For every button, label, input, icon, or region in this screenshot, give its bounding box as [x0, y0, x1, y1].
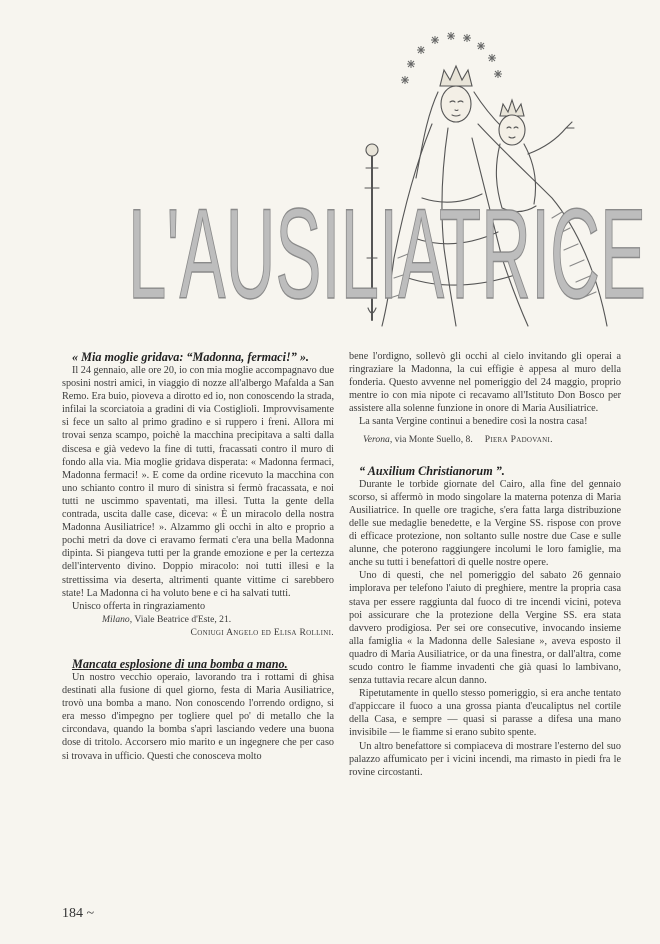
letter1-paragraph-1: Il 24 gennaio, alle ore 20, io con mia moglie accompagnavo due sposini nostri amici, in viaggio di nozze all'albergo Mafalda a San Remo. Era buio, pioveva a dirotto ed io, non conoscendo la strada, infilai la scorciatoia a gradini di via Costigliolì. Improvvisamente si fece un salto al primo gradino e si ruppero i freni. Allora mi trovai senza scampo, poichè la macchina precipitava a salti dalla discesa e già vedevo la fine di tutti, fracassati contro il muro di fondo alla via. Mia moglie gridava disperata: « Madonna fermaci, Madonna fermaci! ». E come da ordine ricevuto la macchina con uno schianto contro il muro di sinistra si fermò fracassata, e noi tutti ne uscimmo spaventati, ma illesi. Tutta la gente della contrada, uscita dalle case, diceva: « È un miracolo della nostra Madonna Ausiliatrice! ». Alzammo gli occhi in alto e proprio a pochi metri da dove ci eravamo fermati c'era una bella Madonna dipinta. Si piangeva tutti per la grande emozione e per la certezza dell'intervento divino. Doppio miracolo: noi tutti illesi e la strettissima via deserta, altrimenti quante vittime ci sarebbero state! La Madonna ci ha voluto bene e ci ha salvati tutti. [62, 365, 334, 599]
article-paragraph-2: Uno di questi, che nel pomeriggio del sabato 26 gennaio implorava per telefono l'aiuto di preghiere, mentre la propria casa stava per essere raggiunta dal fuoco di tre incendi vicini, poteva poi assicurare che la protezione della Vergine SS. era stata davvero prodigiosa. Per sei ore consecutive, invocando insieme alla famiglia « la Madonna delle Salesiane », aveva esposto il quadro di Maria Ausiliatrice, or da una finestra, or dall'altra, come scudo contro le fiamme invadenti che già quasi lo lambivano, senza tuttavia recare alcun danno. [349, 570, 621, 687]
letter2-place: Verona, [363, 433, 393, 445]
letter1-signers: Coniugi Angelo ed Elisa Rollini. [190, 626, 334, 638]
article-paragraph-4: Un altro benefattore si compiaceva di mostrare l'esterno del suo palazzo affumicato per i vicini incendi, ma rimasto in piedi fra le rovine circostanti. [349, 740, 621, 778]
letter2-address: via Monte Suello, 8. [394, 433, 473, 445]
article-paragraph-3: Ripetutamente in quello stesso pomeriggio, si era anche tentato d'appiccare il fuoco a una grossa pianta d'eucaliptus nel cortile della Casa, e sempre — quasi si parasse a difesa una mano invisibile — le fiamme si erano subito spente. [349, 688, 621, 739]
letter1-address: Viale Beatrice d'Este, 21. [134, 613, 232, 625]
letter2-heading-text: Mancata esplosione di una bomba a mano. [72, 656, 288, 671]
article-paragraph-1: Durante le torbide giornate del Cairo, alla fine del gennaio scorso, si affermò in modo singolare la materna potenza di Maria Ausiliatrice. In quelle ore tragiche, s'era fatta larga distribuzione delle sue medaglie benedette, e la Vergine SS. rispose con prove di efficace protezione, non soltanto sulle nostre due Case e sulle alunne, che poterono raggiungere incolumi le loro famiglie, ma anche su tutti i benefattori di quelle nostre opere. [349, 478, 621, 569]
letter1-place: Milano, [102, 613, 133, 625]
page-number: 184 ~ [62, 906, 95, 921]
page-title [128, 168, 648, 328]
letter1-paragraph-2: Unisco offerta in ringraziamento [72, 600, 206, 612]
right-column [349, 350, 621, 779]
letter2-paragraph-1: Un nostro vecchio operaio, lavorando tra i rottami di ghisa destinati alla fusione di quel giorno, festa di Maria Ausiliatrice, trovò una bomba a mano. Non conoscendo l'orrendo ordigno, si era messo d'impegno per togliere quel po' di metallo che la circondava, quando la bomba s'aprì lasciando vedere una buona dose di tritolo. Accorsero mio marito e un ingegnere che per caso si trovava in ufficio. Questi che conosceva molto [62, 671, 334, 762]
letter1-heading: « Mia moglie gridava: “Madonna, fermaci!” ». [72, 350, 309, 364]
letter2-continuation-2: La santa Vergine continui a benedire così la nostra casa! [359, 416, 588, 428]
letter2-signature-line [349, 433, 621, 446]
letter2-signer: Piera Padovani. [484, 433, 553, 445]
letter2-continuation-1: bene l'ordigno, sollevò gli occhi al cielo invitando gli operai a ringraziare la Madonna, la cui effigie è appesa al muro della fonderia. Questo avvenne nel pomeriggio del 24 maggio, proprio mentre io con mia nipote ci recavamo all'Istituto Don Bosco per assistere alla solenne funzione in onore di Maria Ausiliatrice. [349, 351, 621, 415]
letter1-address-line [62, 613, 334, 626]
article-heading: “ Auxilium Christianorum ”. [359, 463, 505, 478]
page-title-text: L'AUSILIATRICE [128, 183, 646, 326]
left-column [62, 350, 334, 763]
letter2-heading [62, 657, 334, 671]
